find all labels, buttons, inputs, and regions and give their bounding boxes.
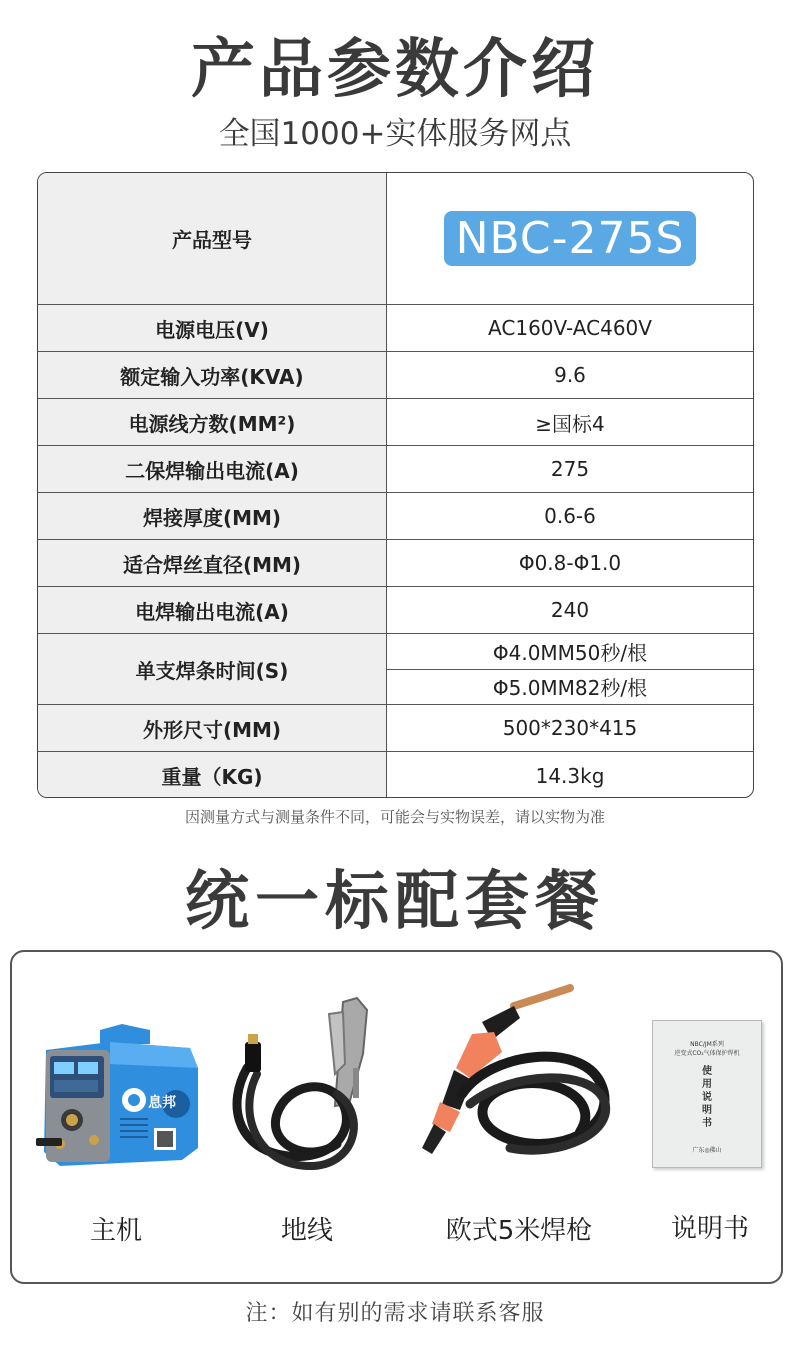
spec-label: 产品型号 <box>38 173 387 304</box>
spec-row <box>38 751 753 798</box>
spec-value: 14.3kg <box>535 763 605 788</box>
manual-title-char: 用 <box>702 1079 712 1090</box>
spec-row <box>38 492 753 539</box>
spec-label: 电源线方数(MM²) <box>38 399 387 445</box>
kit-title: 统一标配套餐 <box>185 865 605 939</box>
spec-row-model <box>38 173 753 304</box>
spec-label: 单支焊条时间(S) <box>38 634 387 704</box>
manual-title-char: 书 <box>702 1118 712 1129</box>
manual-title-char: 说 <box>702 1092 712 1103</box>
spec-label: 二保焊输出电流(A) <box>38 446 387 492</box>
spec-value: Φ5.0MM82秒/根 <box>387 669 753 705</box>
measurement-note: 因测量方式与测量条件不同，可能会与实物误差，请以实物为准 <box>184 808 605 826</box>
manual-title-char: 使 <box>702 1066 712 1077</box>
spec-value: Φ4.0MM50秒/根 <box>492 640 648 665</box>
brand-logo-text: 息邦 <box>148 1095 176 1111</box>
spec-row <box>38 704 753 751</box>
spec-label: 电焊输出电流(A) <box>38 587 387 633</box>
kit-item-manual <box>640 952 780 1282</box>
manual-booklet-icon <box>652 1020 762 1168</box>
kit-item-label: 欧式5米焊枪 <box>445 1216 593 1246</box>
spec-label: 外形尺寸(MM) <box>38 705 387 751</box>
footer-note: 注：如有别的需求请联系客服 <box>245 1301 545 1326</box>
page-title: 产品参数介绍 <box>191 33 599 107</box>
spec-row <box>38 351 753 398</box>
spec-row <box>38 398 753 445</box>
spec-value: 240 <box>550 598 590 622</box>
spec-value: 9.6 <box>554 363 586 387</box>
kit-item-label: 说明书 <box>670 1214 749 1244</box>
spec-value: 500*230*415 <box>502 716 638 740</box>
kit-item-ground-cable <box>217 952 397 1282</box>
spec-label: 适合焊丝直径(MM) <box>38 540 387 586</box>
spec-row <box>38 304 753 351</box>
kit-panel <box>10 950 783 1284</box>
spec-row <box>38 586 753 633</box>
manual-subtitle-text: 逆变式CO₂气体保护焊机 <box>674 1050 740 1057</box>
spec-value: Φ0.8-Φ1.0 <box>518 551 622 575</box>
page-subtitle: 全国1000+实体服务网点 <box>218 116 572 152</box>
kit-item-label: 主机 <box>89 1216 142 1246</box>
model-badge: NBC-275S <box>444 211 697 266</box>
manual-title-char: 明 <box>702 1105 712 1116</box>
spec-value: 275 <box>550 457 590 481</box>
spec-row <box>38 539 753 586</box>
kit-item-label: 地线 <box>280 1216 333 1246</box>
spec-label: 额定输入功率(KVA) <box>38 352 387 398</box>
spec-value: 0.6-6 <box>544 504 596 528</box>
kit-item-torch <box>410 952 628 1282</box>
spec-label: 焊接厚度(MM) <box>38 493 387 539</box>
kit-item-machine <box>30 952 202 1282</box>
spec-value: AC160V-AC460V <box>488 316 652 340</box>
manual-bottom-text: 广东◎佛山 <box>692 1147 722 1154</box>
spec-row <box>38 633 753 704</box>
spec-label: 电源电压(V) <box>38 305 387 351</box>
spec-table <box>37 172 754 798</box>
spec-value: ≥国标4 <box>535 411 605 436</box>
spec-row <box>38 445 753 492</box>
manual-series-text: NBC/JM系列 <box>690 1041 724 1048</box>
spec-label: 重量（KG) <box>38 752 387 798</box>
